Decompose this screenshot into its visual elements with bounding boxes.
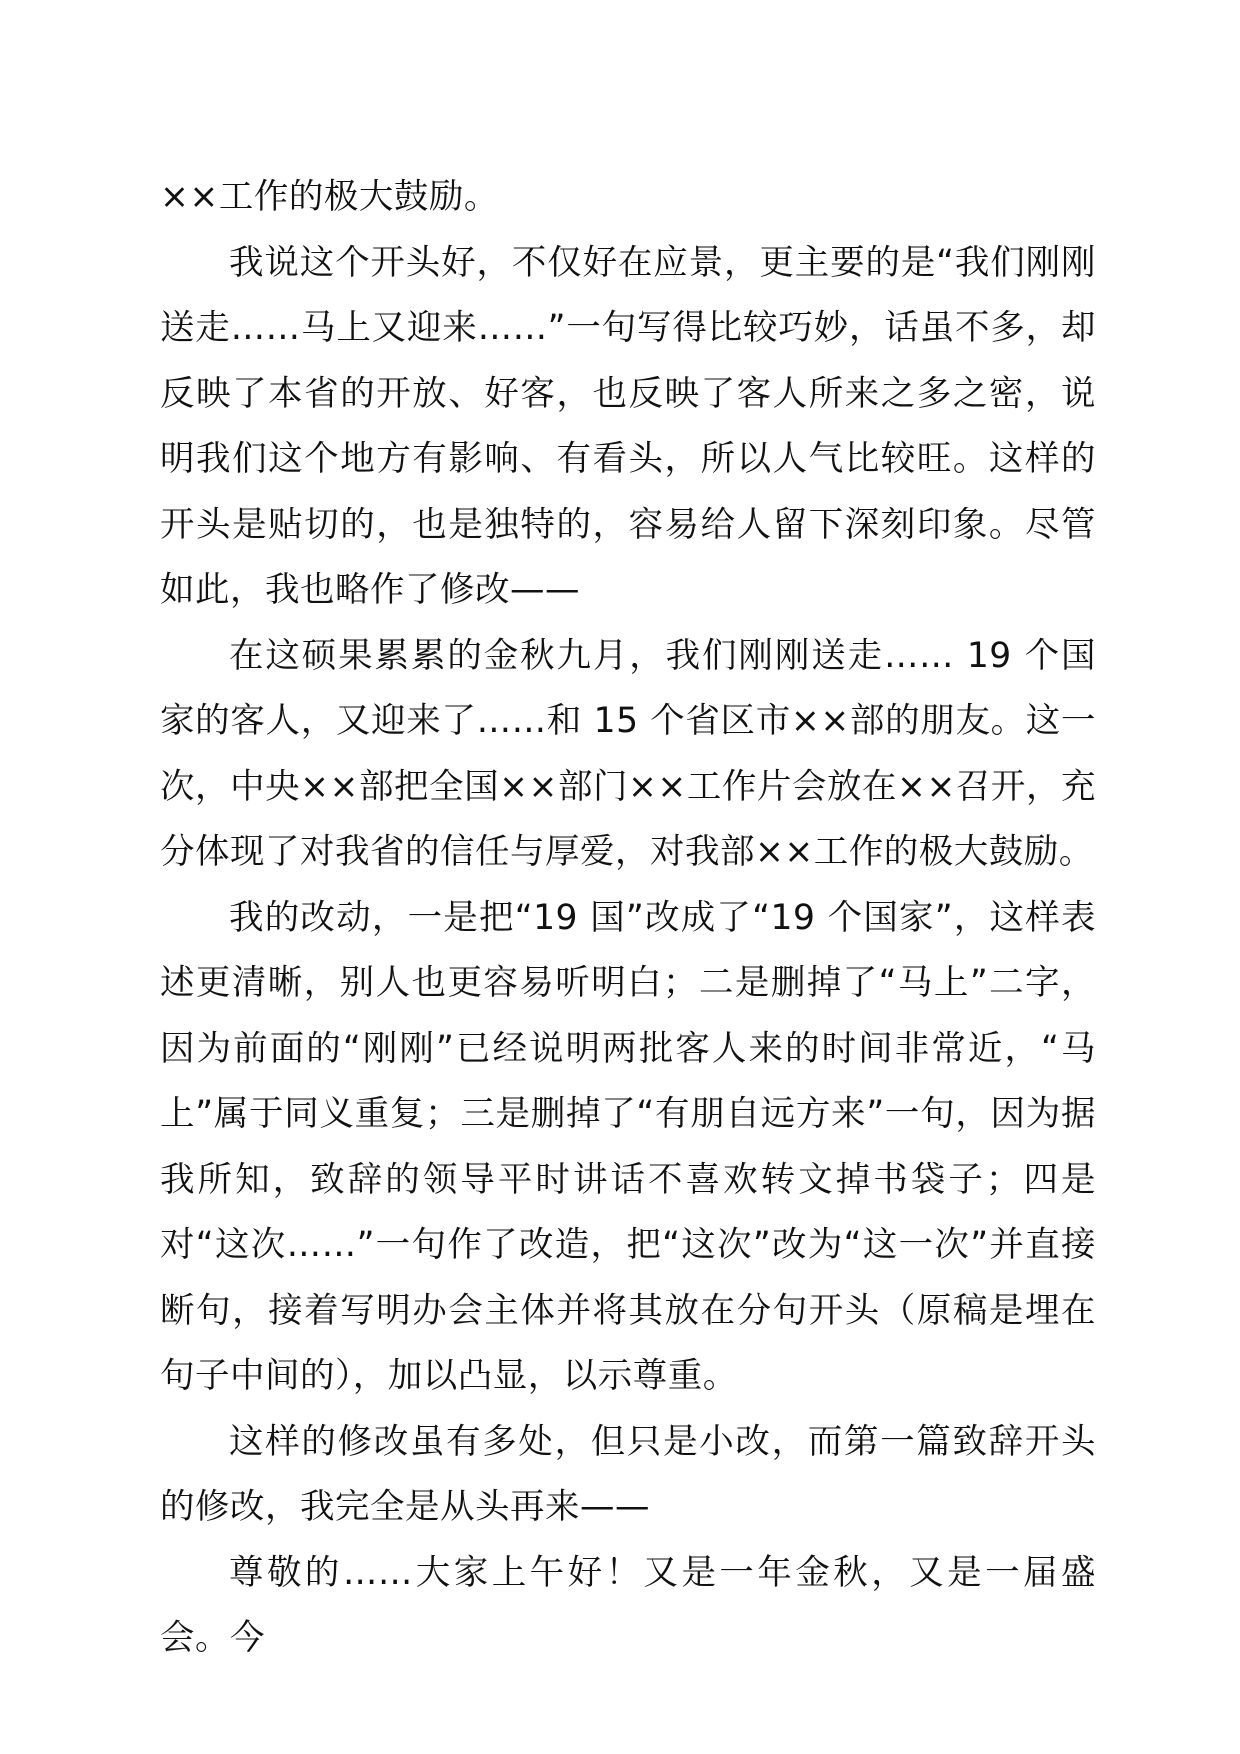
paragraph: 我的改动，一是把“19 国”改成了“19 个国家”，这样表述更清晰，别人也更容易听明白；二是删掉了“马上”二字，因为前面的“刚刚”已经说明两批客人来的时间非常近，“马上”属于同义重复；三是删掉了“有朋自远方来”一句，因为据我所知，致辞的领导平时讲话不喜欢转文掉书袋子；四是对“这次……”一句作了改造，把“这次”改为“这一次”并直接断句，接着写明办会主体并将其放在分句开头（原稿是埋在句子中间的），加以凸显，以示尊重。 [160,897,1096,1396]
body-text [160,165,1096,1672]
paragraph: 这样的修改虽有多处，但只是小改，而第一篇致辞开头的修改，我完全是从头再来—— [160,1421,1096,1527]
paragraph: 在这硕果累累的金秋九月，我们刚刚送走…… 19 个国家的客人，又迎来了……和 15 个省区市××部的朋友。这一次，中央××部把全国××部门××工作片会放在××召开，充分体现了对我省的信任与厚爱，对我部××工作的极大鼓励。 [160,635,1096,872]
paragraph: ××工作的极大鼓励。 [160,177,499,217]
paragraph: 尊敬的……大家上午好！又是一年金秋，又是一届盛会。今 [160,1552,1096,1658]
paragraph: 我说这个开头好，不仅好在应景，更主要的是“我们刚刚送走……马上又迎来……”一句写得比较巧妙，话虽不多，却反映了本省的开放、好客，也反映了客人所来之多之密，说明我们这个地方有影响、有看头，所以人气比较旺。这样的开头是贴切的，也是独特的，容易给人留下深刻印象。尽管如此，我也略作了修改—— [160,242,1096,610]
